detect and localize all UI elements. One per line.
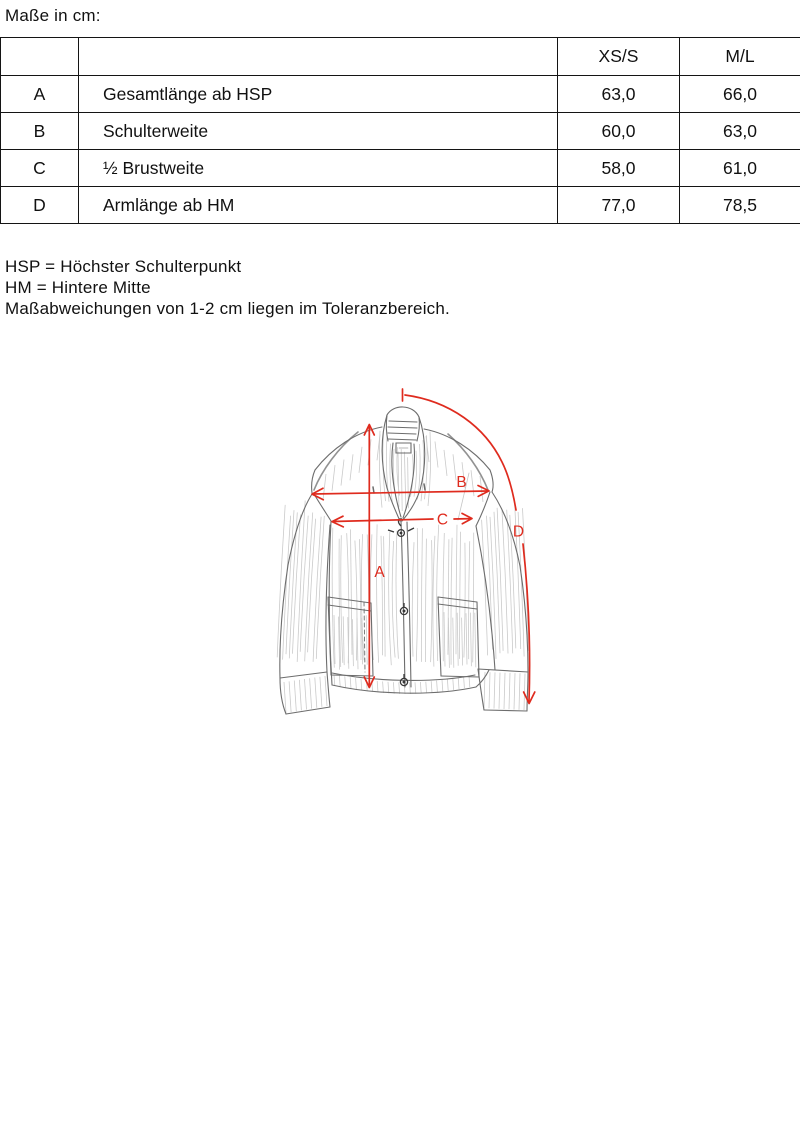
table-row: [1, 150, 800, 187]
button-2-dot: [403, 610, 406, 613]
product-sketch: [230, 370, 590, 730]
row-value-xss: 63,0: [558, 76, 680, 113]
footnotes: [5, 256, 450, 319]
footnote-tolerance: Maßabweichungen von 1-2 cm liegen im Toleranzbereich.: [5, 299, 450, 318]
size-table: [0, 37, 800, 224]
row-key: D: [1, 187, 79, 224]
measure-label-c: C: [436, 511, 449, 529]
page-title: Maße in cm:: [5, 6, 101, 25]
row-label: ½ Brustweite: [79, 150, 558, 187]
cardigan-outline: [280, 407, 528, 714]
header-cell-size-xss: XS/S: [558, 38, 680, 76]
row-value-ml: 78,5: [680, 187, 800, 224]
button-1-dot: [400, 532, 403, 535]
row-value-xss: 58,0: [558, 150, 680, 187]
button-1-wing-left: [388, 530, 394, 532]
footnote-hsp: HSP = Höchster Schulterpunkt: [5, 257, 242, 276]
row-label: Gesamtlänge ab HSP: [79, 76, 558, 113]
row-value-xss: 60,0: [558, 113, 680, 150]
button-1-wing-right: [408, 528, 414, 531]
cardigan-sketch-svg: [230, 370, 590, 730]
measure-label-a: A: [374, 564, 385, 581]
measure-arrow-c: [332, 513, 472, 527]
table-header-row: [1, 38, 800, 76]
footnote-hm: HM = Hintere Mitte: [5, 278, 151, 297]
row-value-xss: 77,0: [558, 187, 680, 224]
measure-label-d: D: [512, 523, 525, 541]
button-3-dot: [403, 681, 406, 684]
row-key: C: [1, 150, 79, 187]
header-cell-empty-key: [1, 38, 79, 76]
measurement-labels: [374, 474, 524, 581]
row-label: Armlänge ab HM: [79, 187, 558, 224]
header-cell-size-ml: M/L: [680, 38, 800, 76]
row-value-ml: 66,0: [680, 76, 800, 113]
row-key: A: [1, 76, 79, 113]
table-row: [1, 76, 800, 113]
table-row: [1, 187, 800, 224]
row-key: B: [1, 113, 79, 150]
row-value-ml: 61,0: [680, 150, 800, 187]
table-row: [1, 113, 800, 150]
row-value-ml: 63,0: [680, 113, 800, 150]
header-cell-empty-desc: [79, 38, 558, 76]
measure-label-b: B: [456, 474, 467, 491]
row-label: Schulterweite: [79, 113, 558, 150]
